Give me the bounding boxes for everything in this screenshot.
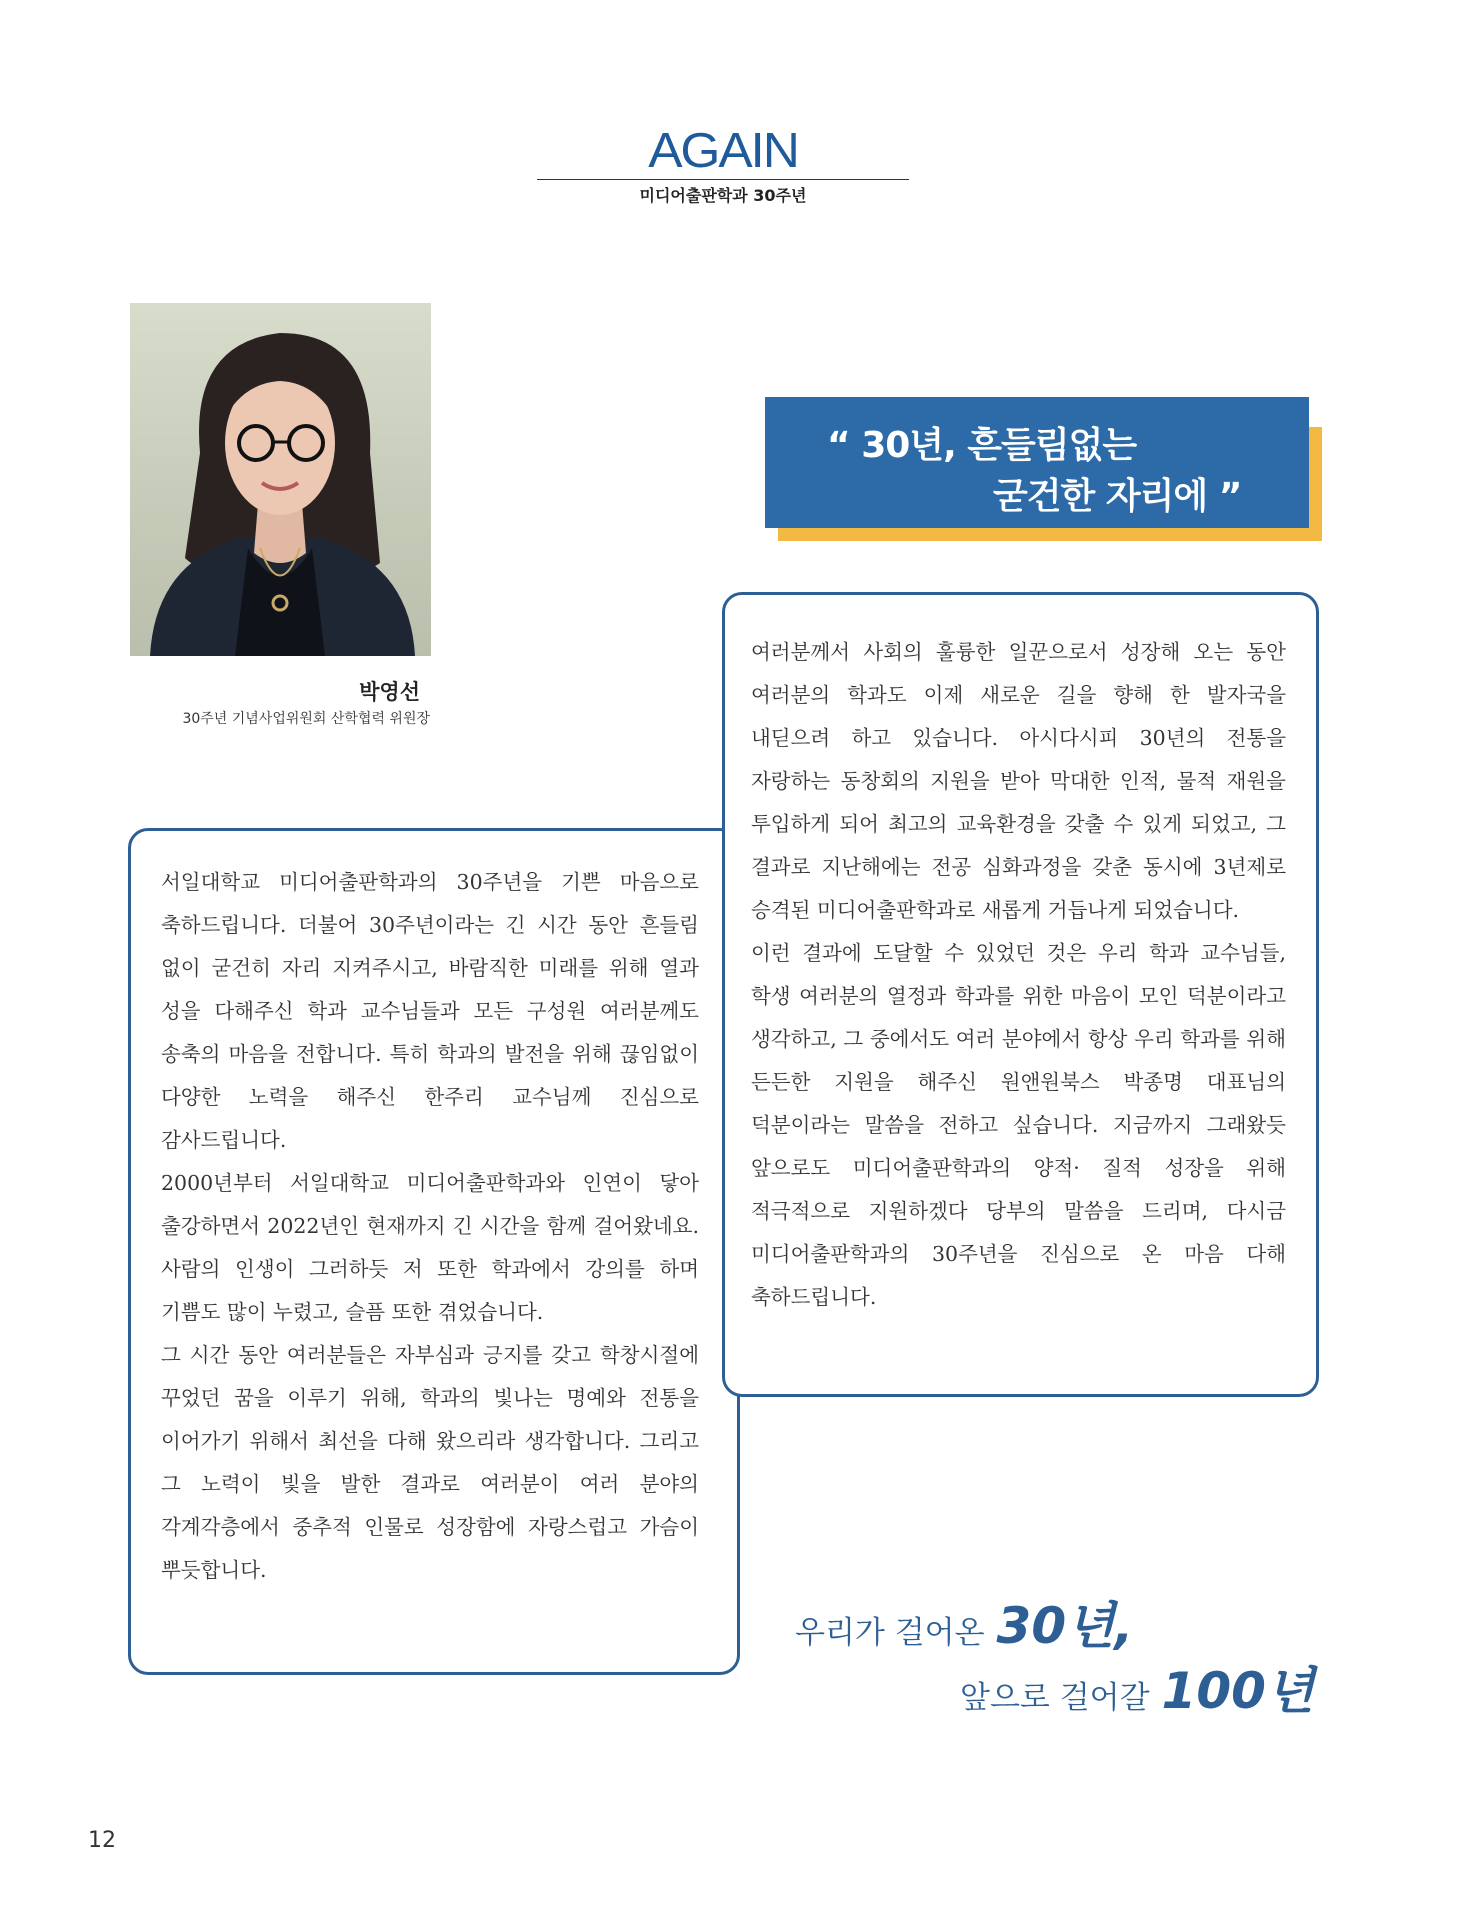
header-subtitle: 미디어출판학과 30주년 [639, 186, 807, 205]
person-title: 30주년 기념사업위원회 산학협력 위원장 [182, 711, 430, 727]
left-text-box [128, 828, 740, 1675]
slogan-line-1-text: 우리가 걸어온 [795, 1615, 985, 1651]
slogan-line-1 [795, 1586, 1133, 1658]
slogan-line-2-number: 100년 [1161, 1662, 1315, 1720]
left-paragraph-2: 2000년부터 서일대학교 미디어출판학과와 인연이 닿아 출강하면서 2022년인 현재까지 긴 시간을 함께 걸어왔네요. 사람의 인생이 그러하듯 저 또한 학과에서 강의를 하며 기쁨도 많이 누렸고, 슬픔 또한 겪었습니다. [161, 1171, 699, 1324]
slogan-line-2-text: 앞으로 걸어갈 [960, 1680, 1150, 1716]
right-paragraph-1: 여러분께서 사회의 훌륭한 일꾼으로서 성장해 오는 동안 여러분의 학과도 이제 새로운 길을 향해 한 발자국을 내딛으려 하고 있습니다. 아시다시피 30년의 전통을 자랑하는 동창회의 지원을 받아 막대한 인적, 물적 재원을 투입하게 되어 최고의 교육환경을 갖출 수 있게 되었고, 그 결과로 지난해에는 전공 심화과정을 갖춘 동시에 3년제로 승격된 미디어출판학과로 새롭게 거듭나게 되었습니다. [751, 640, 1286, 922]
right-paragraph-2: 이런 결과에 도달할 수 있었던 것은 우리 학과 교수님들, 학생 여러분의 열정과 학과를 위한 마음이 모인 덕분이라고 생각하고, 그 중에서도 여러 분야에서 항상 우리 학과를 위해 든든한 지원을 해주신 원앤원북스 박종명 대표님의 덕분이라는 말씀을 전하고 싶습니다. 지금까지 그래왔듯 앞으로도 미디어출판학과의 양적· 질적 성장을 위해 적극적으로 지원하겠다 당부의 말씀을 드리며, 다시금 미디어출판학과의 30주년을 진심으로 온 마음 다해 축하드립니다. [751, 941, 1286, 1309]
slogan-line-2 [960, 1651, 1314, 1723]
portrait-photo [130, 303, 431, 656]
header-divider [537, 179, 909, 180]
slogan-line-1-number: 30년, [996, 1597, 1134, 1655]
person-name: 박영선 [359, 680, 420, 704]
page-number: 12 [88, 1828, 116, 1853]
quote-line-2: 굳건한 자리에 ” [993, 476, 1242, 517]
left-paragraph-3: 그 시간 동안 여러분들은 자부심과 긍지를 갖고 학창시절에 꾸었던 꿈을 이루기 위해, 학과의 빛나는 명예와 전통을 이어가기 위해서 최선을 다해 왔으리라 생각합니다. 그리고 그 노력이 빛을 발한 결과로 여러분이 여러 분야의 각계각층에서 중추적 인물로 성장함에 자랑스럽고 가슴이 뿌듯합니다. [161, 1343, 699, 1582]
quote-line-1: “ 30년, 흔들림없는 [827, 425, 1137, 466]
right-text-box [722, 592, 1319, 1397]
again-logo: AGAIN [648, 124, 798, 178]
left-paragraph-1: 서일대학교 미디어출판학과의 30주년을 기쁜 마음으로 축하드립니다. 더불어 30주년이라는 긴 시간 동안 흔들림 없이 굳건히 자리 지켜주시고, 바람직한 미래를 위해 열과 성을 다해주신 학과 교수님들과 모든 구성원 여러분께도 송축의 마음을 전합니다. 특히 학과의 발전을 위해 끊임없이 다양한 노력을 해주신 한주리 교수님께 진심으로 감사드립니다. [161, 870, 699, 1152]
quote-banner [765, 397, 1309, 528]
page-header [537, 125, 909, 206]
